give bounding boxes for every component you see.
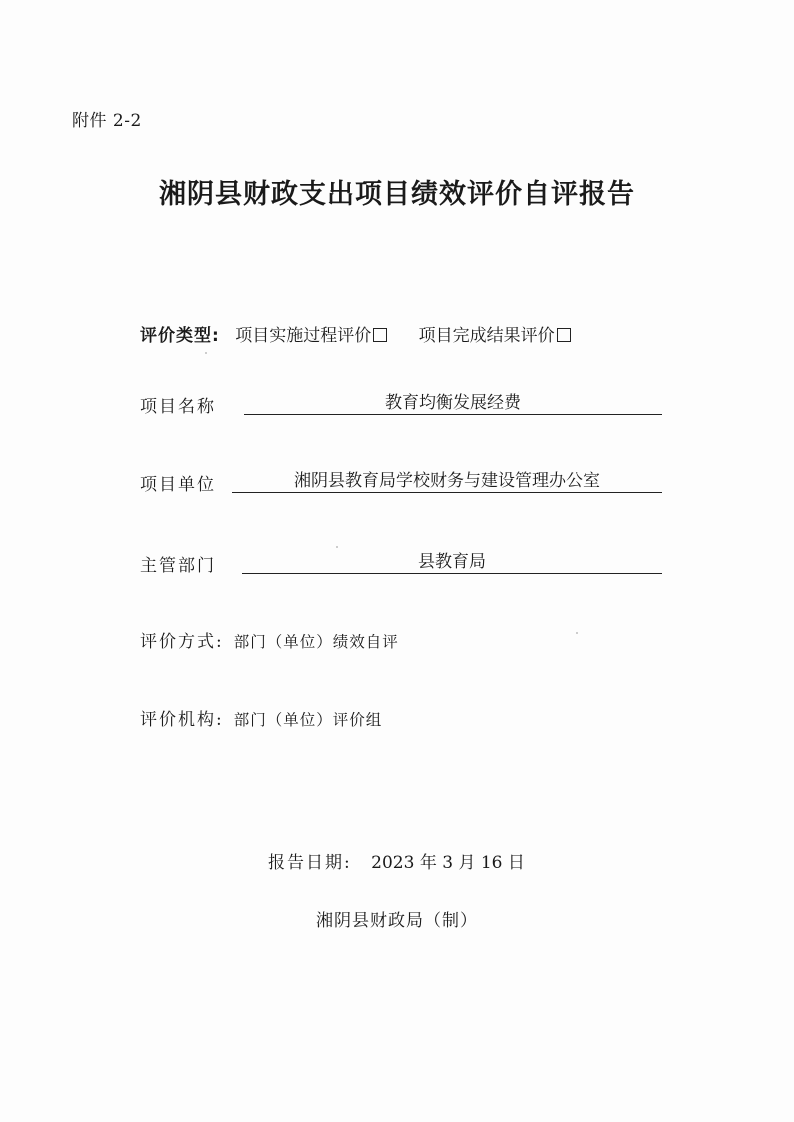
report-date-month: 3	[442, 853, 454, 873]
issuer-label: 湘阴县财政局（制）	[316, 911, 478, 931]
evaluation-method-label: 评价方式:	[140, 632, 224, 652]
report-date	[268, 848, 525, 873]
option-result-evaluation-label: 项目完成结果评价	[418, 326, 555, 346]
option-process-evaluation-label: 项目实施过程评价	[235, 326, 372, 346]
report-date-day-unit: 日	[507, 853, 525, 873]
supervising-dept-label: 主管部门	[140, 556, 216, 576]
evaluation-body-value: 部门（单位）评价组	[233, 711, 383, 729]
report-date-year: 2023	[371, 853, 415, 873]
supervising-dept-field: 县教育局	[242, 551, 662, 574]
evaluation-method-row	[140, 627, 399, 652]
process-evaluation-checkbox[interactable]	[373, 328, 387, 342]
evaluation-body-label: 评价机构:	[140, 710, 224, 730]
option-process-evaluation[interactable]	[235, 321, 387, 346]
report-date-year-unit: 年	[419, 853, 437, 873]
scan-speck	[576, 632, 578, 634]
project-unit-label: 项目单位	[140, 475, 216, 495]
evaluation-method-value: 部门（单位）绩效自评	[233, 633, 399, 651]
project-name-label: 项目名称	[140, 397, 216, 417]
evaluation-type-label: 评价类型:	[140, 326, 220, 346]
scan-speck	[336, 546, 338, 548]
evaluation-body-row	[140, 705, 382, 730]
option-result-evaluation[interactable]	[419, 321, 571, 346]
project-unit-row	[140, 470, 216, 495]
evaluation-type-row	[140, 321, 571, 346]
report-date-month-unit: 月	[458, 853, 476, 873]
report-date-day: 16	[480, 853, 503, 873]
project-unit-field: 湘阴县教育局学校财务与建设管理办公室	[232, 470, 662, 493]
project-name-row	[140, 392, 216, 417]
report-date-label: 报告日期:	[268, 853, 352, 873]
result-evaluation-checkbox[interactable]	[557, 328, 571, 342]
supervising-dept-row	[140, 551, 216, 576]
scan-speck	[205, 352, 207, 354]
attachment-label: 附件 2-2	[72, 111, 142, 131]
document-title: 湘阴县财政支出项目绩效评价自评报告	[159, 179, 635, 210]
project-name-field: 教育均衡发展经费	[244, 392, 662, 415]
